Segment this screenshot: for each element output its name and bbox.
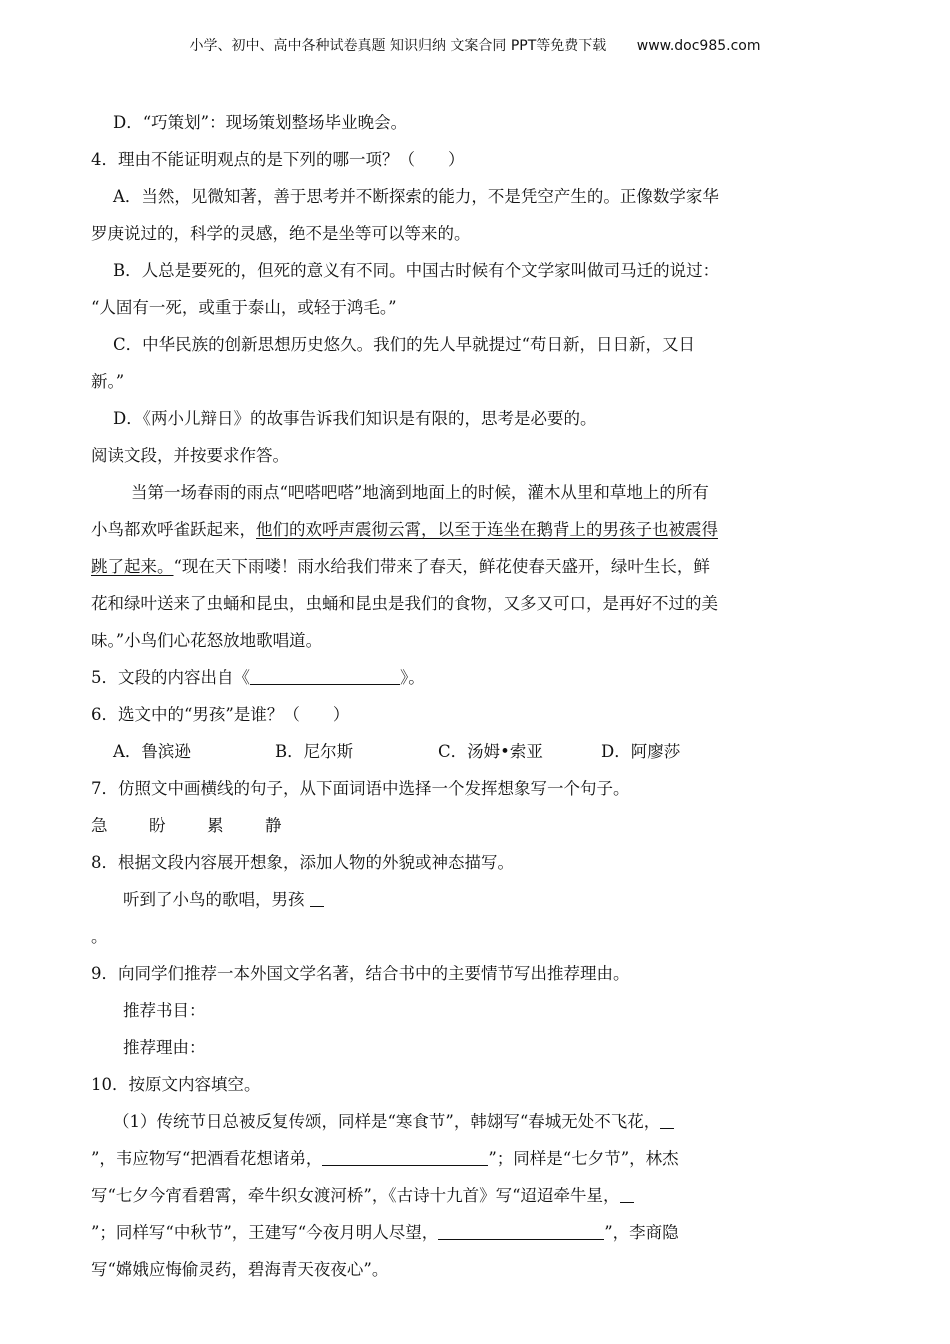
q8-prompt (91, 887, 771, 924)
q6-option-a: A．鲁滨逊 (113, 742, 191, 761)
q4-option-b-2: “人固有一死，或重于泰山，或轻于鸿毛。” (91, 298, 397, 317)
underlined-sentence: 跳了起来。 (91, 557, 174, 576)
q10-line-2 (91, 1146, 771, 1183)
q4-option-d: D．《两小儿辩日》的故事告诉我们知识是有限的，思考是必要的。 (113, 409, 597, 428)
q9-book: 推荐书目： (123, 1001, 206, 1020)
q10-line-1 (91, 1109, 771, 1146)
passage-text: “现在天下雨喽！雨水给我们带来了春天，鲜花使春天盛开，绿叶生长，鲜 (173, 557, 710, 576)
q10-text: （1）传统节日总被反复传颂，同样是“寒食节”，韩翃写“春城无处不飞花， (113, 1112, 661, 1131)
q6-options (91, 739, 771, 776)
q10-text: ”；同样是“七夕节”，林杰 (488, 1149, 679, 1168)
q4-option-c-1: C．中华民族的创新思想历史悠久。我们的先人早就提过“苟日新，日日新，又日 (113, 335, 696, 354)
q6-option-c: C．汤姆•索亚 (438, 742, 543, 761)
q9-reason: 推荐理由： (123, 1038, 206, 1057)
q10-blank-1[interactable] (660, 1110, 674, 1129)
reading-intro: 阅读文段，并按要求作答。 (91, 446, 289, 465)
q10-blank-2[interactable] (322, 1147, 488, 1166)
passage-line-5: 味。”小鸟们心花怒放地歌唱道。 (91, 631, 323, 650)
page-header (0, 35, 950, 55)
q10-text: ”，韦应物写“把酒看花想诸弟， (91, 1149, 323, 1168)
q7-word: 累 (207, 816, 224, 835)
q3-option-d: D．“巧策划”：现场策划整场毕业晚会。 (113, 113, 408, 132)
q8-blank[interactable] (310, 888, 324, 907)
header-site[interactable]: www.doc985.com (636, 38, 761, 54)
q10-text: ”；同样写“中秋节”，王建写“今夜月明人尽望， (91, 1223, 439, 1242)
q9-stem: 9．向同学们推荐一本外国文学名著，结合书中的主要情节写出推荐理由。 (91, 964, 630, 983)
q5-blank[interactable] (250, 666, 400, 685)
passage-line-2 (91, 517, 771, 554)
q10-line-4 (91, 1220, 771, 1257)
q5-text: 》。 (400, 668, 425, 687)
q4-option-c-2: 新。” (91, 372, 125, 391)
q10-blank-3[interactable] (620, 1184, 634, 1203)
q6-option-b: B．尼尔斯 (275, 742, 354, 761)
header-text: 小学、初中、高中各种试卷真题 知识归纳 文案合同 PPT等免费下载 (189, 38, 607, 54)
q8-lead: 听到了小鸟的歌唱，男孩 (123, 890, 305, 909)
q7-word: 急 (91, 816, 108, 835)
passage-line-1: 当第一场春雨的雨点“吧嗒吧嗒”地滴到地面上的时候，灌木从里和草地上的所有 (131, 483, 709, 502)
q7-words (91, 813, 771, 850)
passage-line-4: 花和绿叶送来了虫蛹和昆虫，虫蛹和昆虫是我们的食物，又多又可口，是再好不过的美 (91, 594, 718, 613)
underlined-sentence: 他们的欢呼声震彻云霄，以至于连坐在鹅背上的男孩子也被震得 (256, 520, 718, 539)
q6-option-d: D．阿廖莎 (601, 742, 681, 761)
q7-stem: 7．仿照文中画横线的句子，从下面词语中选择一个发挥想象写一个句子。 (91, 779, 630, 798)
q8-end: 。 (91, 927, 108, 946)
q7-word: 盼 (149, 816, 166, 835)
q10-line-3 (91, 1183, 771, 1220)
q4-option-b-1: B．人总是要死的，但死的意义有不同。中国古时候有个文学家叫做司马迁的说过： (113, 261, 720, 280)
document-body (91, 110, 771, 1294)
q4-option-a-1: A．当然，见微知著，善于思考并不断探索的能力，不是凭空产生的。正像数学家华 (113, 187, 719, 206)
q10-blank-4[interactable] (438, 1221, 604, 1240)
q7-word: 静 (265, 816, 282, 835)
passage-text: 小鸟都欢呼雀跃起来， (91, 520, 256, 539)
q5-text: 5．文段的内容出自《 (91, 668, 250, 687)
q10-line-5: 写“嫦娥应悔偷灵药，碧海青天夜夜心”。 (91, 1260, 389, 1279)
q10-stem: 10．按原文内容填空。 (91, 1075, 261, 1094)
q6-stem: 6．选文中的“男孩”是谁？（ ） (91, 705, 350, 724)
q5 (91, 665, 771, 702)
q10-text: 写“七夕今宵看碧霄，牵牛织女渡河桥”，《古诗十九首》写“迢迢牵牛星， (91, 1186, 620, 1205)
passage-line-3 (91, 554, 771, 591)
q4-stem: 4．理由不能证明观点的是下列的哪一项？（ ） (91, 150, 465, 169)
q4-option-a-2: 罗庚说过的，科学的灵感，绝不是坐等可以等来的。 (91, 224, 471, 243)
q10-text: ”，李商隐 (604, 1223, 679, 1242)
q8-stem: 8．根据文段内容展开想象，添加人物的外貌或神态描写。 (91, 853, 514, 872)
